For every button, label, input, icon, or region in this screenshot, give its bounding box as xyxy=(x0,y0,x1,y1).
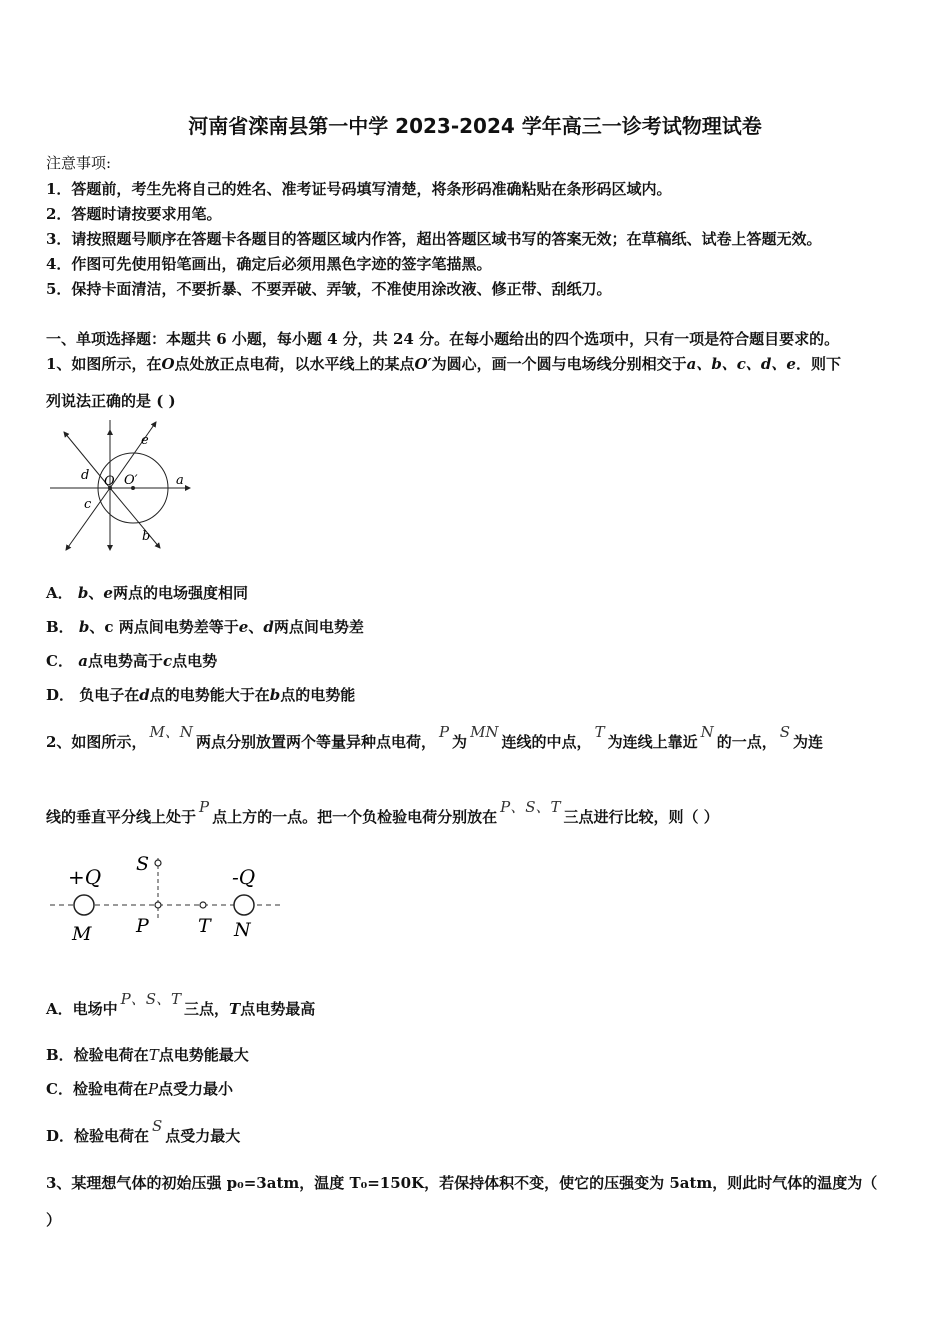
q1-option-c xyxy=(46,650,217,671)
option-var: e xyxy=(238,618,249,636)
point-S xyxy=(155,860,161,866)
option-var: T xyxy=(148,1046,159,1064)
option-letter: B． xyxy=(46,618,74,636)
option-text: 点电势 xyxy=(172,652,218,670)
q2-stem-line1 xyxy=(46,723,824,752)
q2-var: M、N xyxy=(149,723,193,741)
option-text: 负电子在 xyxy=(79,686,140,704)
q2-var: S xyxy=(779,723,791,741)
q2-text: 连线的中点， xyxy=(501,733,592,751)
option-text: 、 xyxy=(248,618,264,636)
option-var: d xyxy=(139,686,150,704)
q1-stem-line1 xyxy=(46,353,841,374)
label-e: e xyxy=(141,433,149,448)
label-t: T xyxy=(198,915,211,937)
option-text: 点电势最高 xyxy=(240,1000,316,1018)
label-O: O xyxy=(104,474,115,489)
page-title: 河南省滦南县第一中学 2023-2024 学年高三一诊考试物理试卷 xyxy=(188,114,762,138)
q1-figure xyxy=(46,420,196,560)
q1-text-d: ．则下 xyxy=(795,355,841,373)
option-text: A．电场中 xyxy=(46,1000,118,1018)
option-text: C．检验电荷在 xyxy=(46,1080,148,1098)
option-var: b xyxy=(78,618,90,636)
option-var: b xyxy=(269,686,281,704)
q1-stem-line2: 列说法正确的是 ( ) xyxy=(46,392,176,410)
q3-stem-line2: ） xyxy=(46,1211,62,1229)
label-b: b xyxy=(142,529,151,544)
label-s: S xyxy=(136,853,150,875)
q1-point-O: O xyxy=(161,355,175,373)
charge-M xyxy=(74,895,94,915)
option-var: P xyxy=(147,1080,159,1098)
q2-text: 为连 xyxy=(793,733,824,751)
q2-option-c xyxy=(46,1078,233,1099)
q2-text: 的一点， xyxy=(716,733,777,751)
label-c: c xyxy=(84,497,92,512)
notice-item-2: 2．答题时请按要求用笔。 xyxy=(46,205,222,223)
q2-var: P、S、T xyxy=(500,798,561,816)
notice-item-3: 3．请按照题号顺序在答题卡各题目的答题区域内作答，超出答题区域书写的答案无效；在草稿纸、试卷上答题无效。 xyxy=(46,230,822,248)
q2-var: MN xyxy=(470,723,499,741)
q1-text-b: 点处放正点电荷，以水平线上的某点 xyxy=(174,355,415,373)
diagonal-down-right-line xyxy=(110,488,160,548)
q2-var: T xyxy=(594,723,605,741)
q2-option-b xyxy=(46,1044,249,1065)
label-m: M xyxy=(72,923,92,945)
q2-figure xyxy=(46,848,296,948)
q1-points: a、b、c、d、e xyxy=(686,355,796,373)
q2-option-a xyxy=(46,990,316,1019)
q3-stem-line1: 3、某理想气体的初始压强 p₀=3atm，温度 T₀=150K，若保持体积不变，使它的压强变为 5atm，则此时气体的温度为（ xyxy=(46,1174,878,1192)
notice-item-1: 1．答题前，考生先将自己的姓名、准考证号码填写清楚，将条形码准确粘贴在条形码区域内。 xyxy=(46,180,672,198)
q1-text-c: 为圆心，画一个圆与电场线分别相交于 xyxy=(431,355,687,373)
option-var: d xyxy=(263,618,274,636)
q1-option-b xyxy=(46,616,364,637)
option-letter: C． xyxy=(46,652,73,670)
option-text: 两点的电场强度相同 xyxy=(112,584,248,602)
q2-text: 线的垂直平分线上处于 xyxy=(46,808,197,826)
option-text: 点的电势能大于在 xyxy=(149,686,270,704)
option-letter: A． xyxy=(46,584,73,602)
option-var: b xyxy=(77,584,89,602)
q2-var: P xyxy=(199,798,210,816)
q2-text: 两点分别放置两个等量异种点电荷， xyxy=(195,733,436,751)
option-var: c xyxy=(162,652,173,670)
option-text: 点的电势能 xyxy=(280,686,356,704)
option-var: P、S、T xyxy=(120,990,182,1008)
q2-var: N xyxy=(700,723,714,741)
q2-text: 为 xyxy=(452,733,468,751)
option-var: a xyxy=(78,652,88,670)
option-var: S xyxy=(152,1117,163,1135)
charge-N xyxy=(234,895,254,915)
option-text: 点电势能最大 xyxy=(158,1046,249,1064)
option-text: 、 xyxy=(88,584,104,602)
q2-var: P xyxy=(438,723,450,741)
label-d: d xyxy=(81,468,90,483)
label-O2: O′ xyxy=(124,473,138,488)
q1-point-O2: O′ xyxy=(414,355,432,373)
point-T xyxy=(200,902,206,908)
notice-item-4: 4．作图可先使用铅笔画出，确定后必须用黑色字迹的签字笔描黑。 xyxy=(46,255,492,273)
label-n: N xyxy=(234,919,251,941)
option-var: e xyxy=(103,584,113,602)
q2-option-d xyxy=(46,1117,241,1146)
notice-item-5: 5．保持卡面清洁，不要折暴、不要弄破、弄皱，不准使用涂改液、修正带、刮纸刀。 xyxy=(46,280,612,298)
option-text: 点受力最小 xyxy=(158,1080,234,1098)
q2-text: 2、如图所示， xyxy=(46,733,147,751)
option-text: 、c 两点间电势差等于 xyxy=(89,618,239,636)
q2-text: 点上方的一点。把一个负检验电荷分别放在 xyxy=(212,808,498,826)
label-plus-q: +Q xyxy=(68,865,102,889)
q1-option-a xyxy=(46,582,248,603)
option-var: T xyxy=(229,1000,241,1018)
label-minus-q: -Q xyxy=(232,865,256,889)
option-text: 点受力最大 xyxy=(165,1127,241,1145)
q1-text-a: 1、如图所示，在 xyxy=(46,355,162,373)
label-p: P xyxy=(136,915,149,937)
q2-stem-line2 xyxy=(46,798,719,827)
label-a: a xyxy=(176,473,184,488)
q2-text: 为连线上靠近 xyxy=(607,733,698,751)
q2-text: 三点进行比较，则（ ） xyxy=(563,808,719,826)
option-letter: D． xyxy=(46,686,75,704)
section-heading: 一、单项选择题：本题共 6 小题，每小题 4 分，共 24 分。在每小题给出的四个选项中，只有一项是符合题目要求的。 xyxy=(46,330,840,348)
notice-heading: 注意事项: xyxy=(46,154,112,172)
option-text: D．检验电荷在 xyxy=(46,1127,150,1145)
option-text: B．检验电荷在 xyxy=(46,1046,149,1064)
option-text: 三点， xyxy=(184,1000,230,1018)
field-lines xyxy=(50,420,190,550)
option-text: 点电势高于 xyxy=(87,652,163,670)
point-P xyxy=(155,902,161,908)
q1-option-d xyxy=(46,684,355,705)
option-text: 两点间电势差 xyxy=(273,618,364,636)
